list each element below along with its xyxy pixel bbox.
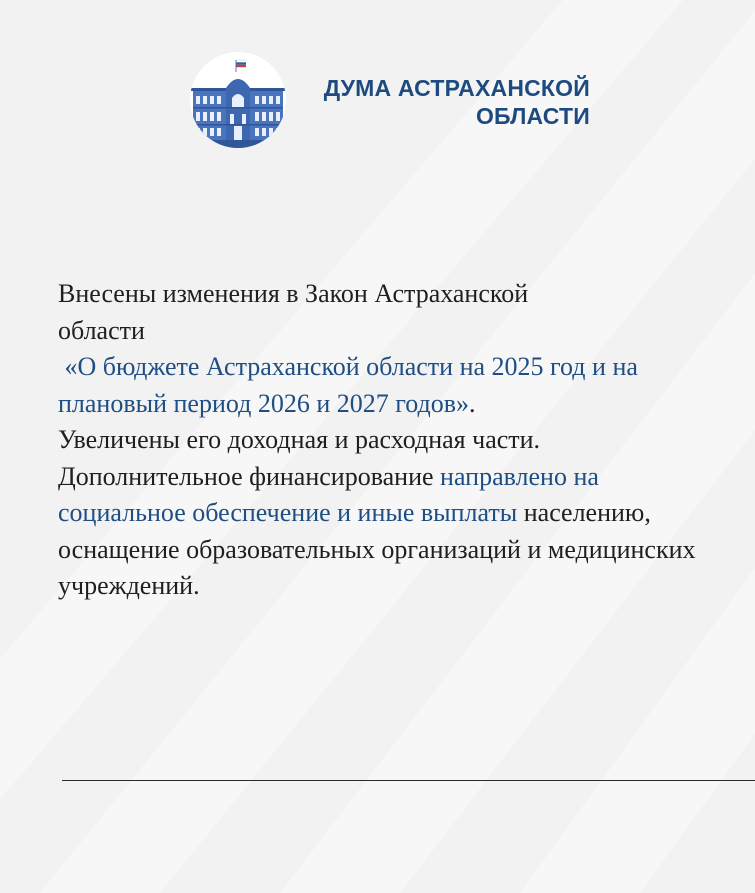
article-line1: Внесены изменения в Закон Астраханской <box>58 279 529 308</box>
article-sentence3-highlight: направлено на социальное обеспечение и иные выплаты <box>58 461 599 527</box>
org-name <box>324 74 590 130</box>
article-body <box>58 276 718 605</box>
article-paragraph <box>58 276 718 605</box>
law-title: «О бюджете Астраханской области на 2025 год и на плановый период 2026 и 2027 годов» <box>58 352 638 418</box>
article-sentence3-end: населению, оснащение образовательных организаций и медицинских учреждений. <box>58 498 696 600</box>
article-sentence3-start: Дополнительное финансирование <box>58 461 441 491</box>
law-period-end: . <box>469 388 476 418</box>
article-line2: области <box>58 315 145 345</box>
org-name-line1: ДУМА АСТРАХАНСКОЙ <box>323 75 590 101</box>
duma-building-logo-icon <box>190 52 286 148</box>
org-name-line2: ОБЛАСТИ <box>475 103 590 129</box>
article-sentence2: Увеличены его доходная и расходная части. <box>58 425 541 454</box>
divider-line <box>62 780 755 781</box>
header <box>190 52 590 152</box>
